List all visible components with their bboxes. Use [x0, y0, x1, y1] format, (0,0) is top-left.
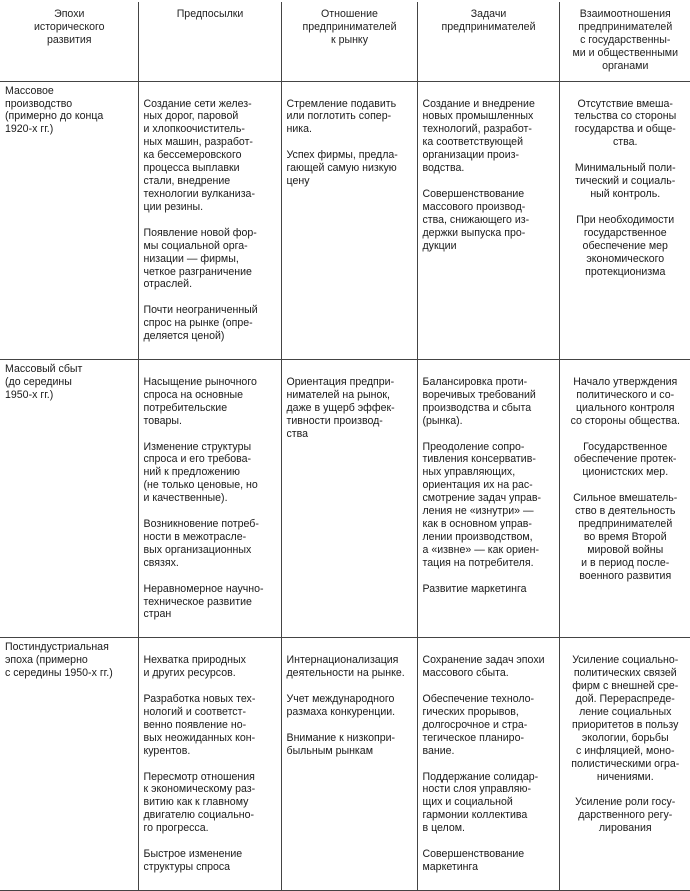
header-era: Эпохи исторического развития — [0, 2, 138, 81]
cell-paragraph: Ориентация предпри- нимателей на рынок, даже в ущерб эффек- тивности производ- ства — [286, 375, 395, 440]
epochs-table — [0, 2, 690, 891]
table-row — [0, 359, 690, 637]
cell-paragraph: Разработка новых тех- нологий и соответст- венно появление но- вых неожиданных кон- курентов. — [143, 693, 256, 757]
cell-paragraph: Создание сети желез- ных дорог, паровой и хлопкоочиститель- ных машин, разработ- ка бессемеровского процесса выплавки стали, внедрение технологии вулканиза- ции резины. — [143, 97, 255, 213]
cell-paragraph: Начало утверждения политического и со- циального контроля со стороны общества. — [570, 375, 680, 427]
relations-cell — [559, 359, 690, 637]
cell-paragraph: Совершенствование маркетинга — [422, 848, 525, 873]
cell-paragraph: Стремление подавить или поглотить сопер- ника. — [286, 97, 397, 136]
relations-cell — [559, 81, 690, 359]
era-cell: Постиндустриальная эпоха (примерно с середины 1950-х гг.) — [0, 638, 138, 891]
header-market-attitude: Отношение предпринимателей к рынку — [281, 2, 417, 81]
cell-paragraph: Нехватка природных и других ресурсов. — [143, 654, 246, 680]
relations-cell — [559, 638, 690, 891]
cell-paragraph: При необходимости государственное обеспечение мер экономического протекционизма — [576, 213, 675, 278]
cell-paragraph: Поддержание солидар- ности слоя управляю- щих и социальной гармонии коллектива в целом. — [422, 770, 539, 835]
cell-paragraph: Внимание к низкопри- быльным рынкам — [286, 731, 396, 757]
cell-paragraph: Появление новой фор- мы социальной орга- низации — фирмы, четкое разграничение отраслей. — [143, 226, 257, 291]
tasks-cell — [417, 81, 559, 359]
prerequisites-cell — [138, 638, 281, 891]
header-relations: Взаимоотношения предпринимателей с государственны- ми и общественными органами — [559, 2, 690, 81]
cell-paragraph: Успех фирмы, предла- гающей самую низкую цену — [286, 149, 398, 188]
cell-paragraph: Пересмотр отношения к экономическому раз- витию как к главному двигателю социально- го прогресса. — [143, 770, 256, 835]
era-cell: Массовый сбыт (до середины 1950-х гг.) — [0, 359, 138, 637]
cell-paragraph: Сильное вмешатель- ство в деятельность предпринимателей во время Второй мировой войны и в период после- военного развития — [573, 492, 678, 582]
era-cell: Массовое производство (примерно до конца 1920-х гг.) — [0, 81, 138, 359]
header-tasks: Задачи предпринимателей — [417, 2, 559, 81]
cell-paragraph: Изменение структуры спроса и его требова- ний к предложению (не только ценовые, но и качественные). — [143, 440, 258, 505]
cell-paragraph: Преодоление сопро- тивления консерватив- ных управляющих, ориентация их на рас- смотрение задач управ- ления не «изнутри» — как в основном управ- лении производством, а «извне» — как ориен- тация на потребителя. — [422, 440, 542, 569]
cell-paragraph: Создание и внедрение новых промышленных технологий, разработ- ка соответствующей организации произ- водства. — [422, 97, 535, 175]
cell-paragraph: Усиление социально- политических связей фирм с внешней сре- дой. Перераспреде- ление социальных приоритетов в пользу экологии, борьбы с инфляцией, моно- полистическими огра- ничениями. — [571, 654, 680, 783]
prerequisites-cell — [138, 359, 281, 637]
cell-paragraph: Сохранение задач эпохи массового сбыта. — [422, 654, 545, 680]
cell-paragraph: Государственное обеспечение протек- ционистских мер. — [574, 440, 677, 479]
cell-paragraph: Возникновение потреб- ности в межотрасле- вых организационных связях. — [143, 518, 259, 569]
cell-paragraph: Минимальный поли- тический и социаль- ный контроль. — [574, 162, 676, 200]
market-attitude-cell — [281, 638, 417, 891]
cell-paragraph: Почти неограниченный спрос на рынке (опре- деляется ценой) — [143, 304, 258, 343]
market-attitude-cell — [281, 359, 417, 637]
cell-paragraph: Неравномерное научно- техническое развитие стран — [143, 582, 264, 621]
cell-paragraph: Совершенствование массового производ- ства, снижающего из- держки выпуска про- дукции — [422, 187, 530, 252]
header-row — [0, 2, 690, 81]
tasks-cell — [417, 359, 559, 637]
cell-paragraph: Балансировка проти- воречивых требований производства и сбыта (рынка). — [422, 375, 536, 427]
table-row — [0, 81, 690, 359]
market-attitude-cell — [281, 81, 417, 359]
cell-paragraph: Насыщение рыночного спроса на основные потребительские товары. — [143, 375, 257, 427]
header-prerequisites: Предпосылки — [138, 2, 281, 81]
cell-paragraph: Отсутствие вмеша- тельства со стороны государства и обще- ства. — [574, 97, 677, 149]
tasks-cell — [417, 638, 559, 891]
table-row — [0, 638, 690, 891]
cell-paragraph: Обеспечение техноло- гических прорывов, долгосрочное и стра- тегическое планиро- вание. — [422, 693, 535, 757]
cell-paragraph: Учет международного размаха конкуренции. — [286, 693, 396, 718]
cell-paragraph: Быстрое изменение структуры спроса — [143, 848, 243, 873]
prerequisites-cell — [138, 81, 281, 359]
cell-paragraph: Интернационализация деятельности на рынке. — [286, 654, 405, 680]
cell-paragraph: Развитие маркетинга — [422, 582, 527, 595]
cell-paragraph: Усиление роли госу- дарственного регу- лирования — [575, 796, 676, 835]
